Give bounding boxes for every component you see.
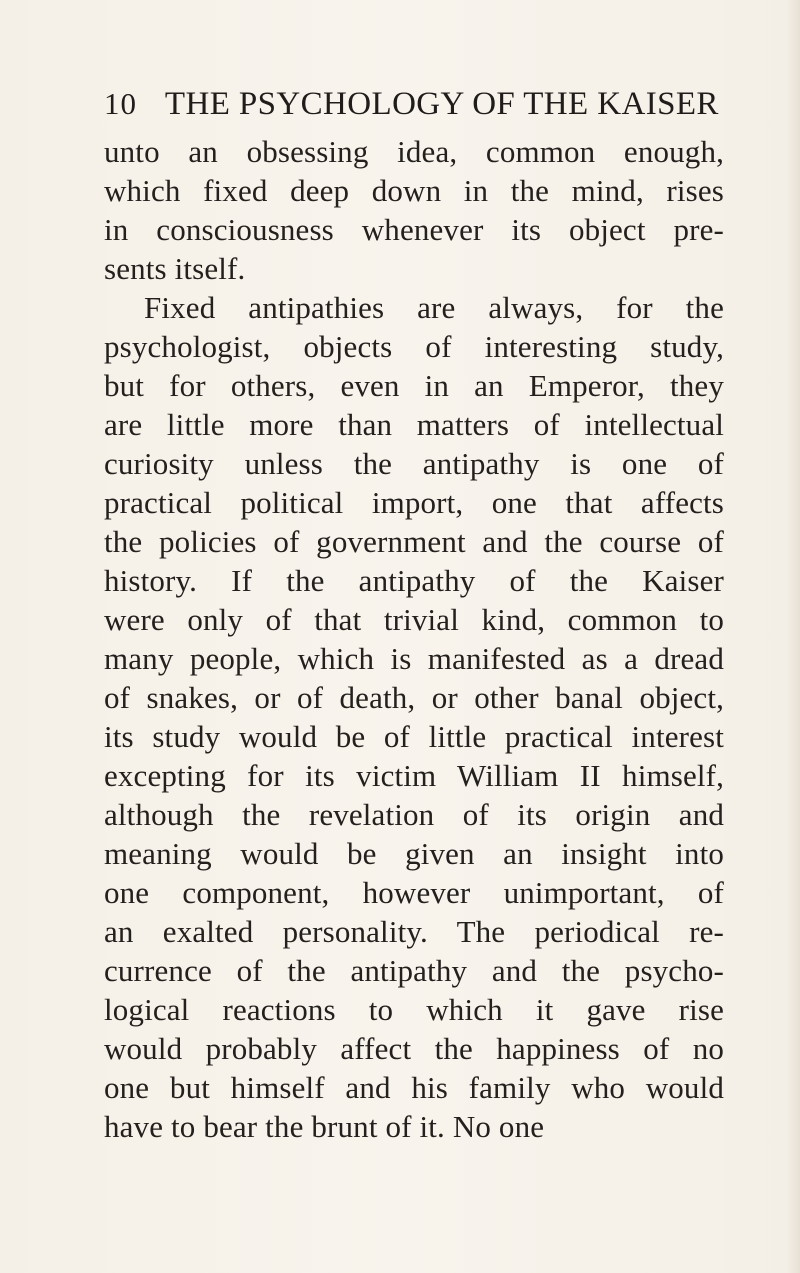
text-line: one component, however unimportant, of (104, 875, 724, 910)
text-line: sents itself. (104, 251, 246, 286)
text-line: although the revelation of its origin and (104, 797, 724, 832)
text-line: one but himself and his family who would (104, 1070, 724, 1105)
text-line: are little more than matters of intellectual (104, 407, 724, 442)
running-head (104, 82, 724, 126)
text-line: would probably affect the happiness of no (104, 1031, 724, 1066)
text-line: unto an obsessing idea, common enough, (104, 134, 724, 169)
text-line: excepting for its victim William II himself, (104, 758, 724, 793)
body-text (104, 132, 724, 1192)
text-line: history. If the antipathy of the Kaiser (104, 563, 724, 598)
text-line: psychologist, objects of interesting study, (104, 329, 724, 364)
page-edge-shadow (786, 0, 800, 1273)
text-line: Fixed antipathies are always, for the (144, 290, 724, 325)
text-line: curiosity unless the antipathy is one of (104, 446, 724, 481)
text-line: which fixed deep down in the mind, rises (104, 173, 724, 208)
text-line: an exalted personality. The periodical re- (104, 914, 724, 949)
running-title: THE PSYCHOLOGY OF THE KAISER (164, 86, 719, 122)
text-line: the policies of government and the course of (104, 524, 724, 559)
text-line: practical political import, one that affects (104, 485, 724, 520)
text-line: have to bear the brunt of it. No one (104, 1109, 545, 1144)
page-number: 10 (104, 86, 137, 121)
text-line: meaning would be given an insight into (104, 836, 724, 871)
text-line: of snakes, or of death, or other banal object, (104, 680, 724, 715)
text-line: but for others, even in an Emperor, they (104, 368, 724, 403)
text-line: its study would be of little practical interest (104, 719, 724, 754)
text-line: currence of the antipathy and the psycho- (104, 953, 724, 988)
text-line: in consciousness whenever its object pre- (104, 212, 724, 247)
text-line: were only of that trivial kind, common to (104, 602, 724, 637)
text-line: logical reactions to which it gave rise (104, 992, 724, 1027)
text-line: many people, which is manifested as a dread (104, 641, 724, 676)
